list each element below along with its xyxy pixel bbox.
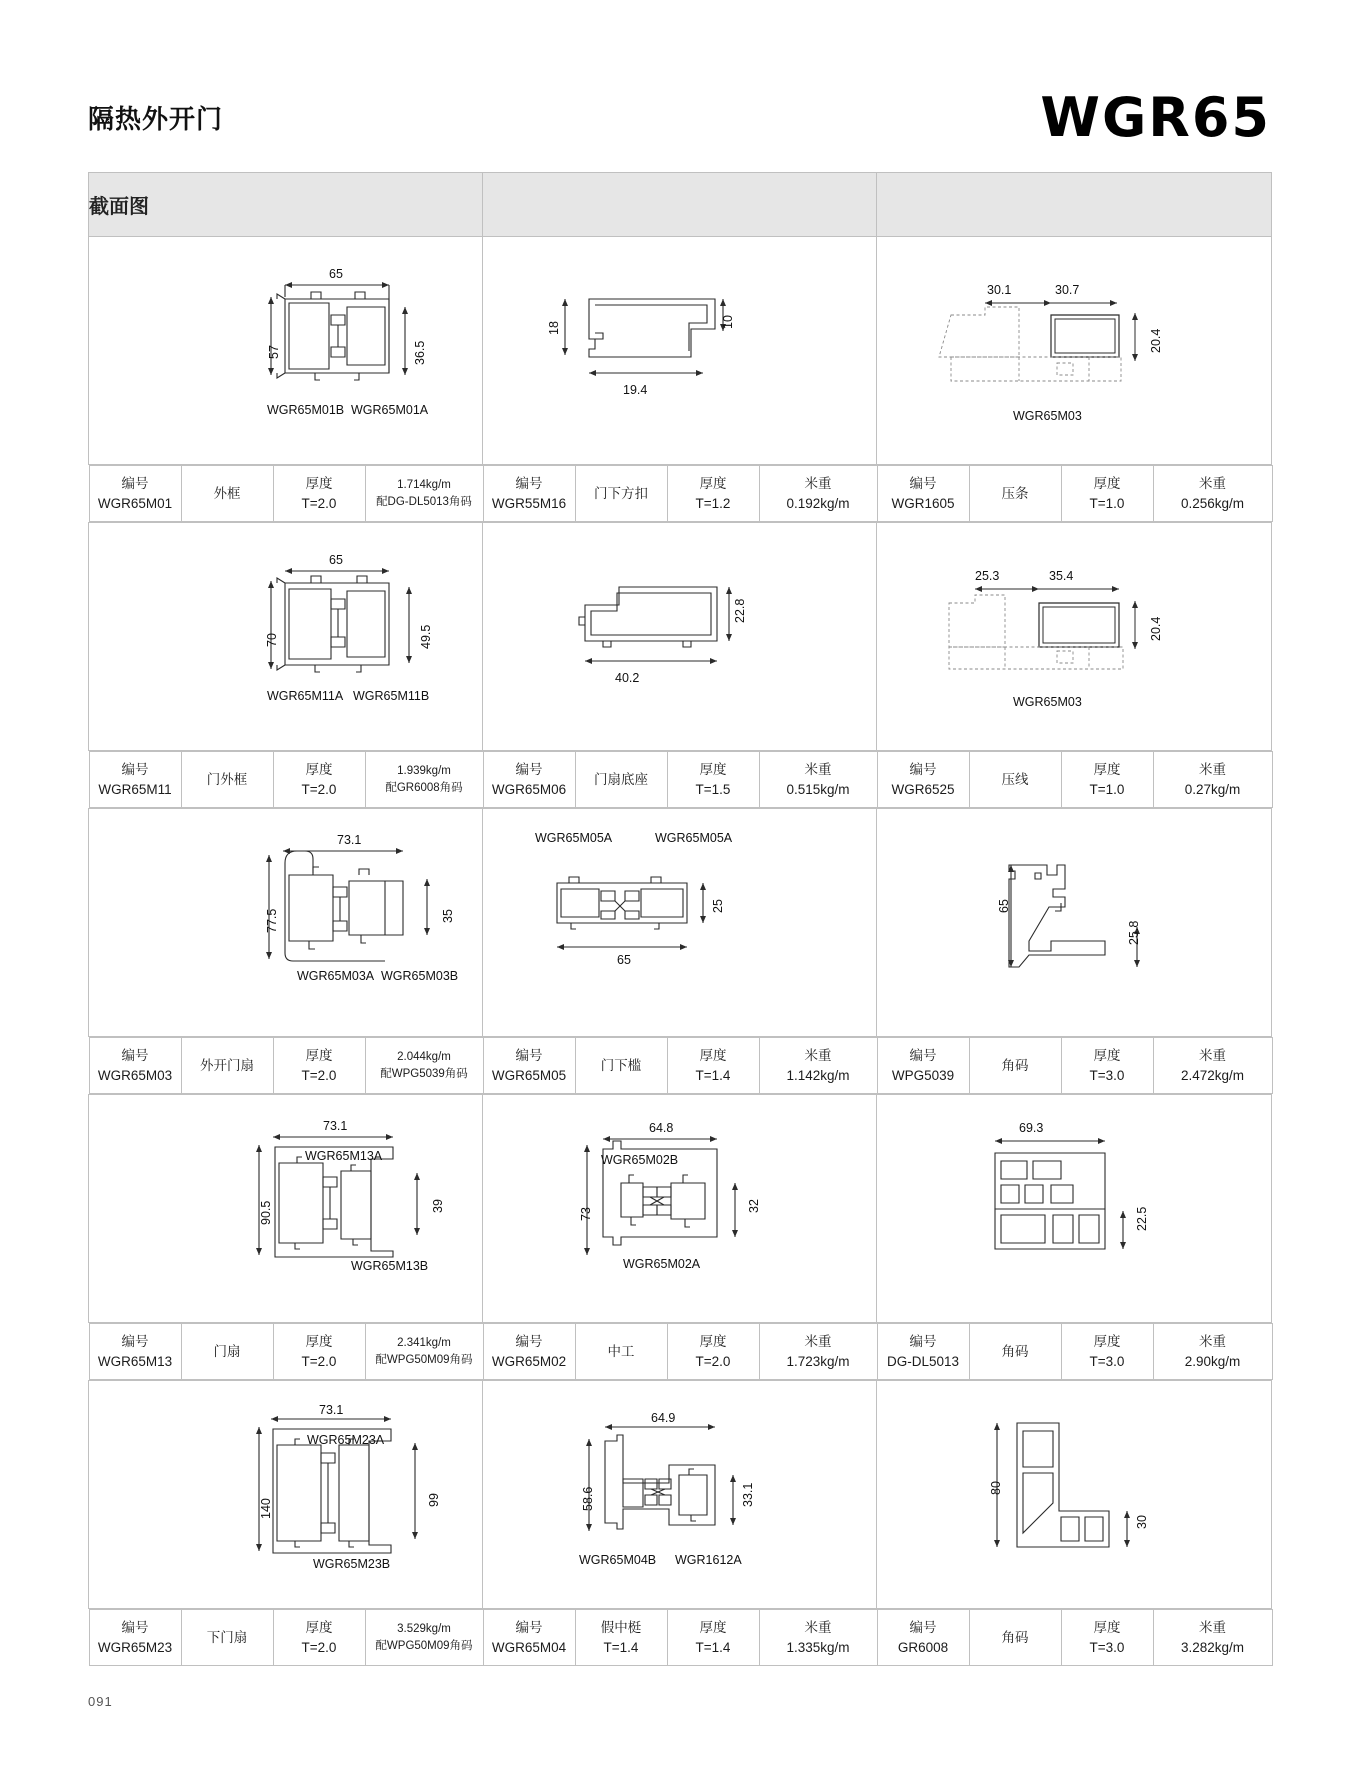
- thickness-cell: [273, 1324, 365, 1380]
- weight-cell: [1153, 1324, 1272, 1380]
- thickness-value: T=3.0: [1089, 1067, 1125, 1083]
- thickness-value: T=2.0: [695, 1353, 731, 1369]
- weight-note: 配GR6008角码: [385, 781, 463, 794]
- code-cell: [483, 1038, 575, 1094]
- thickness-label: 厚度: [305, 1333, 333, 1349]
- figure-cell-1-1: [89, 237, 483, 465]
- name-cell: [575, 1610, 667, 1666]
- code-value: WGR65M06: [491, 781, 567, 797]
- thickness-cell: [667, 1324, 759, 1380]
- weight-cell: [365, 466, 483, 522]
- dim-label: 140: [259, 1498, 273, 1519]
- weight-note: 配DG-DL5013角码: [376, 495, 472, 508]
- part-label: WGR65M05A: [655, 831, 733, 845]
- figure-cell-2-2: [483, 523, 877, 751]
- dim-label: 73.1: [337, 833, 362, 847]
- figure-row-5: [89, 1381, 1272, 1609]
- part-label: WGR65M03A: [297, 969, 375, 983]
- weight-cell: [1153, 1038, 1272, 1094]
- thickness-label: 厚度: [1093, 1619, 1121, 1635]
- weight-note: 配WPG50M09角码: [375, 1639, 473, 1652]
- name-cell: 下门扇: [181, 1610, 273, 1666]
- thickness-value: T=3.0: [1089, 1639, 1125, 1655]
- dim-label: 90.5: [259, 1200, 273, 1225]
- code-cell: [483, 752, 575, 808]
- name-cell: 压线: [969, 752, 1061, 808]
- thickness-label: 厚度: [305, 475, 333, 491]
- info-row-2: [89, 751, 1272, 809]
- thickness-label: 厚度: [699, 1333, 727, 1349]
- code-cell: [483, 1610, 575, 1666]
- dim-label: 25.8: [1127, 920, 1141, 945]
- weight-cell: [1153, 752, 1272, 808]
- weight-value: 2.472kg/m: [1180, 1067, 1245, 1083]
- name-cell: 门扇底座: [575, 752, 667, 808]
- thickness-cell: [667, 466, 759, 522]
- code-label: 编号: [909, 1047, 937, 1063]
- thickness-label: 厚度: [305, 1047, 333, 1063]
- code-value: WGR65M04: [491, 1639, 567, 1655]
- code-cell: [877, 1610, 969, 1666]
- weight-label: 米重: [1199, 1619, 1226, 1635]
- part-label: WGR65M02A: [623, 1257, 701, 1271]
- weight-value: 1.335kg/m: [786, 1639, 850, 1655]
- code-cell: [483, 466, 575, 522]
- dim-label: 18: [547, 321, 561, 335]
- name-cell: 门扇: [181, 1324, 273, 1380]
- table-row: [89, 1610, 1272, 1666]
- dim-label: 35: [441, 909, 455, 923]
- name-cell: 外框: [181, 466, 273, 522]
- figure-row-2: [89, 523, 1272, 751]
- name-cell: 中工: [575, 1324, 667, 1380]
- thickness-cell: [1061, 466, 1153, 522]
- dim-label: 22.5: [1135, 1206, 1149, 1231]
- thickness-value: T=3.0: [1089, 1353, 1125, 1369]
- dim-label: 20.4: [1149, 616, 1163, 641]
- profile-table: [88, 172, 1272, 1666]
- thickness-value: T=1.0: [1089, 781, 1125, 797]
- thickness-label: 厚度: [305, 761, 333, 777]
- code-cell: [89, 1610, 181, 1666]
- code-cell: [89, 466, 181, 522]
- dim-label: 22.8: [733, 598, 747, 623]
- code-label: 编号: [121, 475, 149, 491]
- thickness-value: T=2.0: [301, 1639, 337, 1655]
- thickness-cell: [1061, 1324, 1153, 1380]
- name-cell: 门外框: [181, 752, 273, 808]
- code-value: WPG5039: [891, 1067, 955, 1083]
- part-label: WGR65M01A: [351, 403, 429, 417]
- weight-value: 0.192kg/m: [786, 495, 850, 511]
- part-label: WGR65M03B: [381, 969, 459, 983]
- title-spacer-2: [877, 173, 1272, 237]
- info-row-1: [89, 465, 1272, 523]
- weight-value: 0.515kg/m: [786, 781, 850, 797]
- name-cell: 角码: [969, 1038, 1061, 1094]
- part-label: WGR65M03: [1013, 695, 1082, 709]
- weight-value: 1.723kg/m: [786, 1353, 850, 1369]
- weight-cell: [1153, 1610, 1272, 1666]
- dim-label: 30.1: [987, 283, 1012, 297]
- dim-label: 70: [265, 633, 279, 647]
- weight-cell: [759, 466, 877, 522]
- part-label: WGR65M13B: [351, 1259, 429, 1273]
- weight-cell: [759, 1038, 877, 1094]
- code-label: 编号: [515, 1333, 543, 1349]
- weight-note: 配WPG50M09角码: [375, 1353, 473, 1366]
- thickness-value: T=1.2: [695, 495, 731, 511]
- thickness-cell: [273, 752, 365, 808]
- dim-label: 65: [997, 899, 1011, 913]
- thickness-value: T=2.0: [301, 1067, 337, 1083]
- dim-label: 65: [329, 553, 343, 567]
- code-cell: [89, 1324, 181, 1380]
- figure-cell-3-1: [89, 809, 483, 1037]
- thickness-label: 厚度: [699, 475, 727, 491]
- weight-value: 3.282kg/m: [1180, 1639, 1245, 1655]
- weight-value: 2.341kg/m: [397, 1336, 451, 1349]
- dim-label: 25: [711, 899, 725, 913]
- thickness-label: 厚度: [699, 1619, 727, 1635]
- code-label: 编号: [909, 1333, 937, 1349]
- code-label: 编号: [121, 1047, 149, 1063]
- thickness-label: 厚度: [699, 761, 727, 777]
- table-row: [89, 1038, 1272, 1094]
- thickness-cell: [273, 1610, 365, 1666]
- dim-label: 57: [267, 345, 281, 359]
- code-cell: [89, 752, 181, 808]
- part-label: WGR65M11A: [267, 689, 344, 703]
- code-value: WGR1605: [891, 495, 955, 511]
- code-value: DG-DL5013: [886, 1353, 960, 1369]
- figure-cell-3-2: [483, 809, 877, 1037]
- info-row-3: [89, 1037, 1272, 1095]
- code-cell: [877, 1038, 969, 1094]
- figure-cell-2-3: [877, 523, 1272, 751]
- weight-cell: [759, 752, 877, 808]
- code-value: WGR65M01: [97, 495, 173, 511]
- part-label: WGR65M11B: [353, 689, 430, 703]
- dim-label: 32: [747, 1199, 761, 1213]
- weight-cell: [365, 1038, 483, 1094]
- weight-label: 米重: [804, 1333, 832, 1349]
- weight-value: 1.939kg/m: [397, 764, 451, 777]
- weight-label: 米重: [804, 475, 832, 491]
- code-value: WGR65M02: [491, 1353, 567, 1369]
- figure-cell-4-1: [89, 1095, 483, 1323]
- thickness-value: T=2.0: [301, 781, 337, 797]
- weight-label: 米重: [1199, 475, 1226, 491]
- thickness-value: T=2.0: [301, 495, 337, 511]
- name-note: T=1.4: [603, 1639, 639, 1655]
- code-label: 编号: [909, 475, 937, 491]
- dim-label: 25.3: [975, 569, 1000, 583]
- thickness-label: 厚度: [305, 1619, 333, 1635]
- code-value: WGR65M05: [491, 1067, 567, 1083]
- thickness-cell: [273, 466, 365, 522]
- dim-label: 77.5: [265, 908, 279, 933]
- name-cell: 压条: [969, 466, 1061, 522]
- thickness-cell: [1061, 1038, 1153, 1094]
- figure-cell-5-3: [877, 1381, 1272, 1609]
- dim-label: 58.6: [581, 1486, 595, 1511]
- thickness-cell: [273, 1038, 365, 1094]
- weight-value: 2.90kg/m: [1184, 1353, 1241, 1369]
- code-value: GR6008: [897, 1639, 949, 1655]
- thickness-value: T=1.4: [695, 1639, 731, 1655]
- thickness-label: 厚度: [1093, 475, 1121, 491]
- code-value: WGR55M16: [491, 495, 567, 511]
- dim-label: 65: [617, 953, 631, 967]
- name-cell: 门下槛: [575, 1038, 667, 1094]
- part-label: WGR65M01B: [267, 403, 345, 417]
- figure-cell-3-3: [877, 809, 1272, 1037]
- weight-value: 3.529kg/m: [397, 1622, 451, 1635]
- code-cell: [877, 1324, 969, 1380]
- page-title: 隔热外开门: [88, 103, 224, 134]
- code-label: 编号: [909, 1619, 937, 1635]
- dim-label: 73.1: [323, 1119, 348, 1133]
- thickness-label: 厚度: [699, 1047, 727, 1063]
- weight-value: 0.27kg/m: [1184, 781, 1241, 797]
- weight-cell: [365, 752, 483, 808]
- name-cell: 门下方扣: [575, 466, 667, 522]
- thickness-label: 厚度: [1093, 1333, 1121, 1349]
- page-header: [88, 82, 1271, 152]
- code-cell: [877, 466, 969, 522]
- dim-label: 64.9: [651, 1411, 676, 1425]
- series-code: WGR65: [1040, 85, 1271, 149]
- figure-cell-1-2: [483, 237, 877, 465]
- dim-label: 30: [1135, 1515, 1149, 1529]
- figure-cell-5-2: [483, 1381, 877, 1609]
- dim-label: 33.1: [741, 1482, 755, 1507]
- code-label: 编号: [515, 1047, 543, 1063]
- thickness-value: T=2.0: [301, 1353, 337, 1369]
- part-label: WGR65M03: [1013, 409, 1082, 423]
- dim-label: 69.3: [1019, 1121, 1044, 1135]
- table-title-row: [89, 173, 1272, 237]
- weight-cell: [759, 1324, 877, 1380]
- figure-cell-5-1: [89, 1381, 483, 1609]
- part-label: WGR65M23A: [307, 1433, 385, 1447]
- thickness-value: T=1.0: [1089, 495, 1125, 511]
- code-cell: [877, 752, 969, 808]
- code-value: WGR65M13: [97, 1353, 173, 1369]
- thickness-cell: [667, 752, 759, 808]
- part-label: WGR65M13A: [305, 1149, 383, 1163]
- code-value: WGR6525: [891, 781, 955, 797]
- part-label: WGR65M23B: [313, 1557, 391, 1571]
- code-label: 编号: [515, 1619, 543, 1635]
- part-label: WGR65M05A: [535, 831, 613, 845]
- code-cell: [483, 1324, 575, 1380]
- thickness-cell: [667, 1610, 759, 1666]
- code-label: 编号: [515, 761, 543, 777]
- dim-label: 40.2: [615, 671, 640, 685]
- part-label: WGR1612A: [675, 1553, 742, 1567]
- figure-cell-2-1: [89, 523, 483, 751]
- name-cell: 角码: [969, 1324, 1061, 1380]
- table-row: [89, 1324, 1272, 1380]
- figure-cell-4-2: [483, 1095, 877, 1323]
- dim-label: 19.4: [623, 383, 648, 397]
- weight-cell: [365, 1324, 483, 1380]
- weight-value: 1.142kg/m: [786, 1067, 850, 1083]
- code-cell: [89, 1038, 181, 1094]
- info-row-4: [89, 1323, 1272, 1381]
- weight-value: 1.714kg/m: [397, 478, 451, 491]
- dim-label: 64.8: [649, 1121, 674, 1135]
- thickness-value: T=1.4: [695, 1067, 731, 1083]
- thickness-value: T=1.5: [695, 781, 731, 797]
- dim-label: 73.1: [319, 1403, 344, 1417]
- dim-label: 30.7: [1055, 283, 1080, 297]
- weight-value: 2.044kg/m: [397, 1050, 451, 1063]
- dim-label: 80: [989, 1481, 1003, 1495]
- code-label: 编号: [121, 761, 149, 777]
- weight-cell: [365, 1610, 483, 1666]
- weight-value: 0.256kg/m: [1180, 495, 1245, 511]
- dim-label: 35.4: [1049, 569, 1074, 583]
- figure-cell-1-3: [877, 237, 1272, 465]
- weight-label: 米重: [1199, 1047, 1226, 1063]
- code-value: WGR65M23: [97, 1639, 173, 1655]
- name-cell: 角码: [969, 1610, 1061, 1666]
- code-label: 编号: [121, 1333, 149, 1349]
- dim-label: 99: [427, 1493, 441, 1507]
- weight-cell: [1153, 466, 1272, 522]
- weight-label: 米重: [804, 761, 832, 777]
- dim-label: 36.5: [413, 340, 427, 365]
- thickness-label: 厚度: [1093, 1047, 1121, 1063]
- code-value: WGR65M11: [98, 781, 172, 797]
- table-row: [89, 752, 1272, 808]
- page-number: 091: [88, 1694, 113, 1709]
- section-title: 截面图: [89, 173, 483, 237]
- thickness-cell: [1061, 1610, 1153, 1666]
- info-row-5: [89, 1609, 1272, 1667]
- dim-label: 49.5: [419, 624, 433, 649]
- figure-cell-4-3: [877, 1095, 1272, 1323]
- table-row: [89, 466, 1272, 522]
- dim-label: 10: [721, 315, 735, 329]
- weight-note: 配WPG5039角码: [380, 1067, 468, 1080]
- code-value: WGR65M03: [97, 1067, 173, 1083]
- figure-row-4: [89, 1095, 1272, 1323]
- dim-label: 20.4: [1149, 328, 1163, 353]
- code-label: 编号: [121, 1619, 149, 1635]
- title-spacer-1: [483, 173, 877, 237]
- code-label: 编号: [909, 761, 937, 777]
- part-label: WGR65M04B: [579, 1553, 657, 1567]
- figure-row-1: [89, 237, 1272, 465]
- weight-label: 米重: [804, 1619, 832, 1635]
- dim-label: 73: [579, 1207, 593, 1221]
- weight-cell: [759, 1610, 877, 1666]
- code-label: 编号: [515, 475, 543, 491]
- figure-row-3: [89, 809, 1272, 1037]
- thickness-cell: [1061, 752, 1153, 808]
- name-value: 假中梃: [600, 1619, 642, 1635]
- weight-label: 米重: [1199, 1333, 1226, 1349]
- weight-label: 米重: [1199, 761, 1226, 777]
- dim-label: 65: [329, 267, 343, 281]
- part-label: WGR65M02B: [601, 1153, 679, 1167]
- thickness-label: 厚度: [1093, 761, 1121, 777]
- name-cell: 外开门扇: [181, 1038, 273, 1094]
- weight-label: 米重: [804, 1047, 832, 1063]
- dim-label: 39: [431, 1199, 445, 1213]
- thickness-cell: [667, 1038, 759, 1094]
